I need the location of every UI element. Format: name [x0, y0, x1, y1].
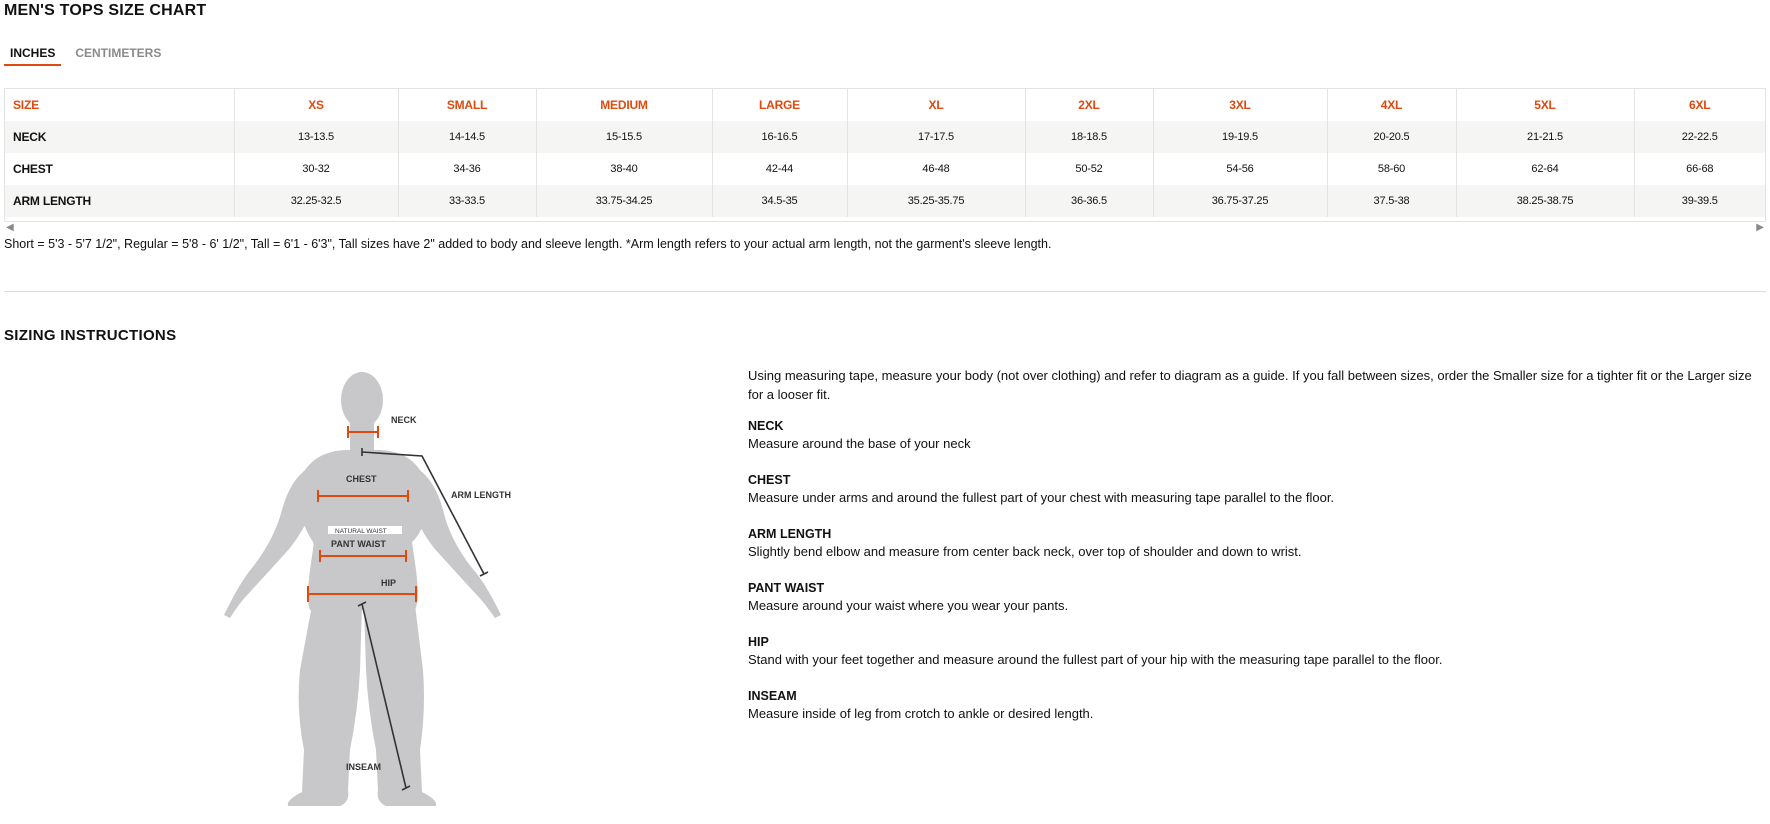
table-cell: 36.75-37.25: [1153, 185, 1327, 217]
table-cell: 66-68: [1686, 163, 1714, 175]
hip-label: HIP: [381, 578, 397, 588]
table-cell: 62-64: [1456, 153, 1634, 185]
row-label: CHEST: [5, 153, 234, 185]
body-measurement-diagram: [210, 370, 520, 815]
header-cell: SMALL: [398, 89, 536, 121]
table-scrollbar[interactable]: [4, 222, 1766, 234]
table-cell: 21-21.5: [1456, 121, 1634, 153]
instruction-item-arm-length: [748, 526, 1758, 561]
tab-centimeters[interactable]: CENTIMETERS: [75, 46, 162, 60]
scroll-left-arrow-icon[interactable]: ◀: [6, 222, 14, 233]
instruction-desc: Measure around your waist where you wear your pants.: [748, 598, 1069, 613]
header-cell: MEDIUM: [536, 89, 712, 121]
inseam-label: INSEAM: [346, 762, 382, 772]
neck-label: NECK: [391, 415, 417, 425]
pant-waist-label: PANT WAIST: [331, 539, 386, 549]
arm-length-label: ARM LENGTH: [451, 490, 511, 500]
header-cell: 3XL: [1153, 89, 1327, 121]
size-table-container: [4, 88, 1766, 222]
instruction-title: HIP: [748, 635, 769, 649]
tab-inches[interactable]: INCHES: [4, 44, 61, 66]
instruction-desc: Measure inside of leg from crotch to ankle or desired length.: [748, 706, 1094, 721]
instruction-desc: Slightly bend elbow and measure from center back neck, over top of shoulder and down to wrist.: [748, 544, 1302, 559]
table-cell: 32.25-32.5: [234, 185, 398, 217]
table-cell: 50-52: [1025, 153, 1153, 185]
instruction-item-hip: [748, 634, 1758, 669]
instruction-desc: Stand with your feet together and measure around the fullest part of your hip with the measuring tape parallel to the floor.: [748, 652, 1443, 667]
instruction-title: ARM LENGTH: [748, 527, 832, 541]
table-cell: 17-17.5: [847, 121, 1025, 153]
table-row: [5, 185, 1765, 217]
table-cell: 30-32: [234, 153, 398, 185]
row-label: NECK: [5, 121, 234, 153]
table-cell: 34-36: [398, 153, 536, 185]
table-cell: 35.25-35.75: [847, 185, 1025, 217]
instruction-item-pant-waist: [748, 580, 1758, 615]
sizing-instructions-title: SIZING INSTRUCTIONS: [4, 327, 177, 344]
table-cell: 58-60: [1327, 153, 1456, 185]
instruction-item-chest: [748, 472, 1758, 507]
sizing-intro: Using measuring tape, measure your body (not over clothing) and refer to diagram as a guide. If you fall between sizes, order the Smaller size for a tighter fit or the Larger size for a looser fit.: [748, 368, 1752, 402]
table-cell: 38.25-38.75: [1456, 185, 1634, 217]
table-cell: 22-22.5: [1681, 131, 1718, 143]
instruction-desc: Measure under arms and around the fullest part of your chest with measuring tape parallel to the floor.: [748, 490, 1335, 505]
table-cell: 14-14.5: [398, 121, 536, 153]
table-cell: 46-48: [847, 153, 1025, 185]
header-cell: SIZE: [5, 89, 234, 121]
instruction-item-inseam: [748, 688, 1758, 723]
size-note: Short = 5'3 - 5'7 1/2", Regular = 5'8 - 6' 1/2", Tall = 6'1 - 6'3", Tall sizes have 2" added to body and sleeve length. *Arm length refers to your actual arm length, not the garment's sleeve length.: [4, 237, 1052, 251]
instruction-desc: Measure around the base of your neck: [748, 436, 971, 451]
table-cell: 15-15.5: [536, 121, 712, 153]
table-cell: 33.75-34.25: [536, 185, 712, 217]
table-cell: 39-39.5: [1681, 195, 1718, 207]
header-cell: 2XL: [1025, 89, 1153, 121]
chest-label: CHEST: [346, 474, 377, 484]
table-row: [5, 153, 1765, 185]
table-cell: 33-33.5: [398, 185, 536, 217]
body-silhouette: [224, 372, 501, 806]
unit-tabs: [4, 44, 175, 66]
instruction-item-neck: [748, 418, 1758, 453]
table-cell: 13-13.5: [234, 121, 398, 153]
table-cell: 34.5-35: [712, 185, 847, 217]
instruction-title: INSEAM: [748, 689, 797, 703]
table-cell: 54-56: [1153, 153, 1327, 185]
table-cell: 42-44: [712, 153, 847, 185]
header-cell: XS: [234, 89, 398, 121]
header-cell: XL: [847, 89, 1025, 121]
row-label: ARM LENGTH: [5, 185, 234, 217]
header-cell: 6XL: [1689, 98, 1711, 112]
header-cell: 5XL: [1456, 89, 1634, 121]
table-header-row: [5, 89, 1765, 121]
table-cell: 19-19.5: [1153, 121, 1327, 153]
size-table: [5, 89, 1765, 217]
header-cell: 4XL: [1327, 89, 1456, 121]
natural-waist-label: NATURAL WAIST: [335, 528, 387, 535]
table-cell: 38-40: [536, 153, 712, 185]
sizing-instructions: [748, 366, 1758, 742]
page-title: MEN'S TOPS SIZE CHART: [4, 2, 207, 19]
scroll-right-arrow-icon[interactable]: ▶: [1756, 222, 1764, 233]
header-cell: LARGE: [712, 89, 847, 121]
table-cell: 37.5-38: [1327, 185, 1456, 217]
table-cell: 16-16.5: [712, 121, 847, 153]
table-cell: 18-18.5: [1025, 121, 1153, 153]
section-divider: [4, 291, 1766, 292]
table-row: [5, 121, 1765, 153]
table-cell: 36-36.5: [1025, 185, 1153, 217]
instruction-title: CHEST: [748, 473, 791, 487]
instruction-title: PANT WAIST: [748, 581, 825, 595]
table-cell: 20-20.5: [1327, 121, 1456, 153]
instruction-title: NECK: [748, 419, 784, 433]
